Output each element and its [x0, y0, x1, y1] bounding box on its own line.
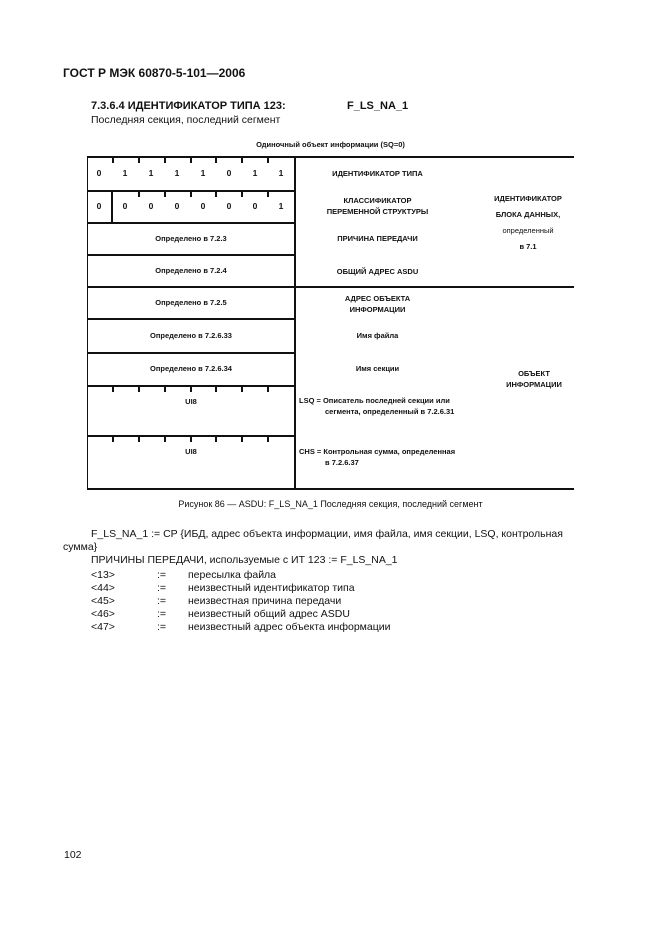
bit-value: 1 [200, 168, 206, 178]
bit-value: 1 [122, 168, 128, 178]
bit-value: 1 [174, 168, 180, 178]
bit-tick [112, 157, 114, 163]
bit-value: 0 [252, 201, 258, 211]
bit-tick [190, 436, 192, 442]
bit-tick [138, 191, 140, 197]
document-header: ГОСТ Р МЭК 60870-5-101—2006 [63, 66, 246, 80]
bit-tick [190, 386, 192, 392]
section-subtitle: Последняя секция, последний сегмент [91, 114, 281, 126]
bit-value: 0 [226, 168, 232, 178]
bit-tick [215, 436, 217, 442]
bit-tick [241, 191, 243, 197]
chs-label: в 7.2.6.37 [325, 458, 359, 467]
diagram-top-line [87, 156, 574, 158]
cot-cell: Определено в 7.2.3 [155, 234, 227, 243]
bit-tick [112, 436, 114, 442]
ioa-label: ИНФОРМАЦИИ [349, 305, 406, 314]
vsq-label: ПЕРЕМЕННОЙ СТРУКТУРЫ [326, 207, 429, 216]
cause-code: <44> [91, 582, 115, 594]
file-name-label: Имя файла [356, 331, 399, 340]
du-id-group-label: определенный [502, 226, 554, 235]
bit-tick [190, 157, 192, 163]
cause-text: пересылка файла [188, 569, 277, 581]
du-id-bottom-line [87, 286, 574, 288]
ca-cell: Определено в 7.2.4 [155, 266, 227, 275]
definition-line: F_LS_NA_1 := CP {ИБД, адрес объекта информации, имя файла, имя секции, LSQ, контрольная [91, 528, 563, 540]
bit-tick [138, 157, 140, 163]
row-divider [87, 352, 296, 354]
bit-tick [138, 386, 140, 392]
bit-value: 0 [200, 201, 206, 211]
cot-label: ПРИЧИНА ПЕРЕДАЧИ [337, 234, 418, 243]
bit-tick [241, 386, 243, 392]
section-code: F_LS_NA_1 [347, 100, 409, 112]
vsq-label: КЛАССИФИКАТОР [343, 196, 412, 205]
cause-code: <47> [91, 621, 115, 633]
bit-value: 0 [226, 201, 232, 211]
lsq-label: LSQ = Описатель последней секции или [299, 396, 450, 405]
bit-tick [241, 436, 243, 442]
table-right-edge [294, 156, 296, 490]
bit-divider [111, 190, 113, 222]
bit-value: 1 [148, 168, 154, 178]
ca-label: ОБЩИЙ АДРЕС ASDU [336, 267, 419, 276]
bit-tick [164, 386, 166, 392]
chs-label: CHS = Контрольная сумма, определенная [299, 447, 456, 456]
ioa-label: АДРЕС ОБЪЕКТА [344, 294, 411, 303]
row-divider [87, 222, 296, 224]
bit-value: 0 [96, 201, 102, 211]
bit-value: 1 [252, 168, 258, 178]
bit-tick [267, 436, 269, 442]
bit-tick [215, 157, 217, 163]
type-id-label: ИДЕНТИФИКАТОР ТИПА [332, 169, 423, 178]
bit-tick [164, 191, 166, 197]
io-group-label: ОБЪЕКТ [518, 369, 550, 378]
bit-tick [215, 386, 217, 392]
cause-text: неизвестный общий адрес ASDU [188, 608, 350, 620]
bit-value: 0 [174, 201, 180, 211]
bit-tick [267, 386, 269, 392]
diagram-bottom-line [87, 488, 574, 490]
cause-op: := [157, 608, 167, 620]
section-name-cell: Определено в 7.2.6.34 [150, 364, 232, 373]
ioa-cell: Определено в 7.2.5 [155, 298, 227, 307]
definition-line: сумма} [63, 541, 98, 553]
bit-tick [241, 157, 243, 163]
bit-tick [112, 386, 114, 392]
io-group-label: ИНФОРМАЦИИ [506, 380, 562, 389]
bit-value: 1 [278, 201, 284, 211]
page-number: 102 [64, 849, 82, 861]
figure-caption: Рисунок 86 — ASDU: F_LS_NA_1 Последняя секция, последний сегмент [178, 499, 483, 509]
bit-tick [164, 157, 166, 163]
bit-tick [215, 191, 217, 197]
cause-op: := [157, 569, 167, 581]
bit-value: 0 [122, 201, 128, 211]
lsq-cell: UI8 [185, 397, 197, 406]
du-id-group-label: ИДЕНТИФИКАТОР [494, 194, 562, 203]
bit-tick [267, 191, 269, 197]
du-id-group-label: в 7.1 [519, 242, 537, 251]
bit-value: 0 [148, 201, 154, 211]
bit-value: 1 [278, 168, 284, 178]
bit-tick [138, 436, 140, 442]
du-id-group-label: БЛОКА ДАННЫХ, [495, 210, 561, 219]
chs-cell: UI8 [185, 447, 197, 456]
section-title: 7.3.6.4 ИДЕНТИФИКАТОР ТИПА 123: [91, 100, 286, 112]
bit-tick [164, 436, 166, 442]
cause-op: := [157, 595, 167, 607]
cause-op: := [157, 621, 167, 633]
cause-code: <45> [91, 595, 115, 607]
cause-text: неизвестный идентификатор типа [188, 582, 355, 594]
cause-op: := [157, 582, 167, 594]
bit-tick [190, 191, 192, 197]
row-divider [87, 318, 296, 320]
cause-text: неизвестный адрес объекта информации [188, 621, 391, 633]
bit-tick [267, 157, 269, 163]
cause-code: <46> [91, 608, 115, 620]
bit-value: 0 [96, 168, 102, 178]
file-name-cell: Определено в 7.2.6.33 [150, 331, 232, 340]
diagram-title: Одиночный объект информации (SQ=0) [256, 140, 405, 149]
causes-title: ПРИЧИНЫ ПЕРЕДАЧИ, используемые с ИТ 123 := F_LS_NA_1 [91, 554, 398, 566]
cause-code: <13> [91, 569, 115, 581]
section-name-label: Имя секции [355, 364, 400, 373]
row-divider [87, 254, 296, 256]
lsq-label: сегмента, определенный в 7.2.6.31 [325, 407, 455, 416]
cause-text: неизвестная причина передачи [188, 595, 342, 607]
